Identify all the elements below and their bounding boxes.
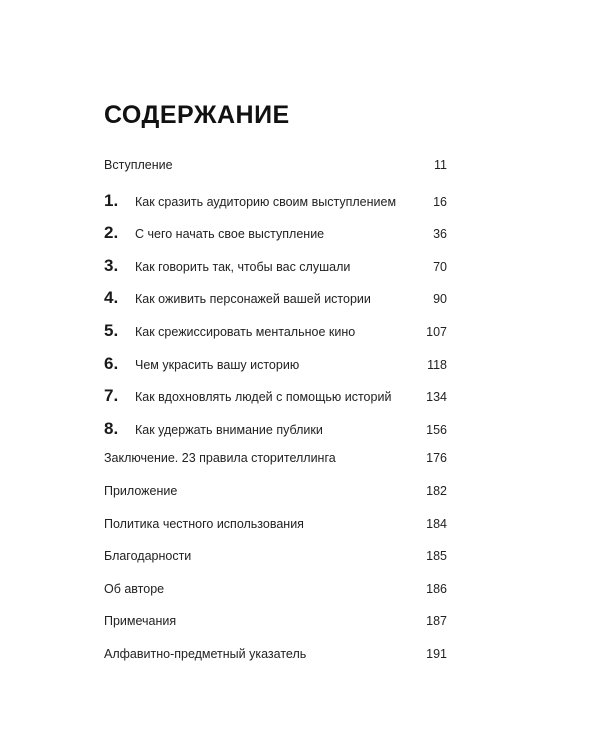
toc-entry-conclusion	[104, 451, 447, 484]
toc-entry-title: Как срежиссировать ментальное кино	[135, 324, 356, 339]
toc-entry-title: Как говорить так, чтобы вас слушали	[135, 259, 351, 274]
table-of-contents	[104, 158, 447, 680]
toc-chapter-number: 6.	[104, 353, 119, 373]
toc-chapter-number: 4.	[104, 288, 119, 308]
toc-chapter-number: 3.	[104, 255, 119, 275]
toc-chapter-number: 5.	[104, 320, 119, 340]
toc-entry-page: 118	[427, 357, 447, 372]
toc-entry-page: 185	[426, 549, 447, 564]
toc-entry-title: Примечания	[104, 614, 177, 629]
page-title: СОДЕРЖАНИЕ	[104, 101, 290, 129]
toc-entry-chapter-2	[104, 223, 447, 256]
toc-entry-chapter-7	[104, 386, 447, 419]
toc-entry-page: 70	[433, 259, 447, 274]
toc-entry-page: 176	[426, 451, 447, 466]
toc-chapter-number: 1.	[104, 190, 119, 210]
toc-entry-chapter-8	[104, 419, 447, 452]
toc-entry-title: Алфавитно-предметный указатель	[104, 646, 307, 661]
toc-entry-title: С чего начать свое выступление	[135, 227, 325, 242]
toc-entry-notes	[104, 614, 447, 647]
toc-entry-chapter-3	[104, 256, 447, 289]
toc-entry-page: 36	[433, 227, 447, 242]
toc-entry-appendix	[104, 484, 447, 517]
toc-entry-page: 184	[426, 516, 447, 531]
toc-entry-page: 90	[433, 292, 447, 307]
toc-chapter-number: 7.	[104, 386, 119, 406]
toc-entry-title: Об авторе	[104, 581, 165, 596]
toc-entry-acknowledgements	[104, 549, 447, 582]
toc-entry-page: 107	[426, 324, 447, 339]
toc-entry-page: 182	[426, 483, 447, 498]
toc-entry-title: Как оживить персонажей вашей истории	[135, 292, 371, 307]
toc-entry-title: Как сразить аудиторию своим выступлением	[135, 194, 397, 209]
toc-entry-title: Заключение. 23 правила сторителлинга	[104, 451, 336, 466]
toc-entry-page: 191	[426, 646, 447, 661]
toc-entry-fair-use-policy	[104, 517, 447, 550]
toc-entry-chapter-5	[104, 321, 447, 354]
toc-chapter-number: 8.	[104, 418, 119, 438]
toc-entry-page: 16	[433, 194, 447, 209]
toc-entry-about-author	[104, 582, 447, 615]
toc-entry-chapter-4	[104, 288, 447, 321]
toc-entry-chapter-1	[104, 191, 447, 224]
toc-entry-title: Как удержать внимание публики	[135, 422, 323, 437]
toc-entry-chapter-6	[104, 354, 447, 387]
toc-entry-page: 156	[426, 422, 447, 437]
toc-entry-title: Чем украсить вашу историю	[135, 357, 300, 372]
toc-entry-title: Благодарности	[104, 549, 192, 564]
toc-entry-page: 11	[434, 158, 447, 172]
toc-entry-title: Политика честного использования	[104, 516, 304, 531]
toc-entry-page: 134	[426, 390, 447, 405]
toc-chapter-number: 2.	[104, 223, 119, 243]
toc-entry-index	[104, 647, 447, 680]
toc-entry-page: 187	[426, 614, 447, 629]
toc-entry-page: 186	[426, 581, 447, 596]
toc-entry-title: Вступление	[104, 158, 173, 172]
toc-entry-title: Приложение	[104, 483, 178, 498]
toc-entry-title: Как вдохновлять людей с помощью историй	[135, 390, 392, 405]
toc-entry-introduction	[104, 158, 447, 191]
